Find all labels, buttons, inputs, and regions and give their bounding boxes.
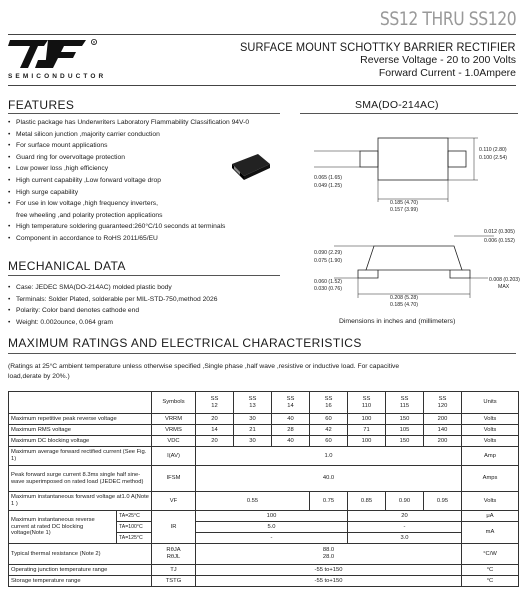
table-row: Peak forward surge current 8.3ms single half sine-wave superimposed on rated load (JEDEC method) IFSM 40.0 Amps: [9, 466, 519, 492]
table-row: Typical thermal resistance (Note 2) RθJA RθJL 88.0 28.0 °C/W: [9, 544, 519, 565]
feature-item: • Component in accordance to RoHS 2011/65/EU: [8, 234, 158, 242]
feature-item: • High surge capability: [8, 188, 79, 196]
dim-label: 0.185 (4.70): [390, 200, 418, 206]
feature-item: • For surface mount applications: [8, 142, 108, 150]
feature-item: • Plastic package has Underwriters Laboratory Flammability Classification 94V-0: [8, 119, 250, 126]
dim-label: 0.110 (2.80): [479, 147, 507, 153]
feature-item: free wheeling ,and polarity protection applications: [16, 211, 163, 219]
document-title: SURFACE MOUNT SCHOTTKY BARRIER RECTIFIER: [240, 40, 516, 54]
feature-item: • Metal silicon junction ,majority carrier conduction: [8, 130, 160, 138]
header-symbols: Symbols: [152, 392, 196, 414]
dim-label: 0.049 (1.25): [314, 183, 342, 189]
mechanical-item: • Polarity: Color band denotes cathode end: [8, 307, 140, 315]
ratings-note: (Ratings at 25°C ambient temperature unless otherwise specified ,Single phase ,half wave ,resistive or inductive load. For capacitive load,derate by 20%.): [8, 363, 400, 380]
header-rule-bottom: [8, 85, 516, 86]
mechanical-item: • Case: JEDEC SMA(DO-214AC) molded plastic body: [8, 284, 172, 291]
header-part: SS 14: [272, 392, 310, 414]
dimension-note: Dimensions in inches and (millimeters): [339, 318, 456, 325]
thermal-values: 88.0 28.0: [196, 544, 462, 565]
header-rule-top: [8, 34, 516, 35]
dim-label: 0.065 (1.65): [314, 175, 342, 181]
ratings-table: [8, 391, 519, 587]
mechanical-item: • Terminals: Solder Plated, solderable per MIL-STD-750,method 2026: [8, 295, 218, 303]
package-title: SMA(DO-214AC): [355, 99, 439, 111]
package-dimension-drawing: [294, 128, 520, 328]
header-part: SS 16: [310, 392, 348, 414]
company-logo: [8, 38, 108, 70]
header-part: SS 12: [196, 392, 234, 414]
package-rule: [300, 113, 518, 114]
dim-label: 0.075 (1.90): [314, 258, 342, 264]
header-part: SS 115: [386, 392, 424, 414]
dim-label: MAX: [498, 284, 510, 290]
dim-label: 0.090 (2.29): [314, 250, 342, 256]
mechanical-item: • Weight: 0.002ounce, 0.064 gram: [8, 318, 113, 326]
table-row: Maximum average forward rectified current (See Fig. 1) I(AV) 1.0 Amp: [9, 447, 519, 466]
header-part: SS 110: [348, 392, 386, 414]
features-heading: FEATURES: [8, 98, 75, 112]
reverse-voltage-spec: Reverse Voltage - 20 to 200 Volts: [360, 54, 516, 66]
table-row: Maximum instantaneous forward voltage at1.0 A(Note 1 ) VF 0.55 0.75 0.85 0.90 0.95 Volts: [9, 492, 519, 511]
dim-label: 0.208 (5.28): [390, 295, 418, 301]
dim-label: 0.060 (1.52): [314, 279, 342, 285]
feature-item: • For use in low voltage ,high frequency inverters,: [8, 200, 158, 208]
table-row: Maximum repetitive peak reverse voltage VRRM 20 30 40 60 100 150 200 Volts: [9, 414, 519, 425]
header-part: SS 120: [424, 392, 462, 414]
dim-label: 0.185 (4.70): [390, 302, 418, 308]
mechanical-rule: [8, 275, 280, 276]
mechanical-list: [8, 282, 308, 328]
dim-label: 0.012 (0.305): [484, 229, 515, 235]
package-photo: [228, 150, 272, 184]
dim-label: 0.157 (3.99): [390, 207, 418, 213]
feature-item: • Low power loss ,high efficiency: [8, 165, 109, 173]
table-row: Maximum RMS voltage VRMS 14 21 28 42 71 105 140 Volts: [9, 425, 519, 436]
logo-subtitle: SEMICONDUCTOR: [8, 73, 107, 80]
ratings-heading: MAXIMUM RATINGS AND ELECTRICAL CHARACTERISTICS: [8, 336, 362, 350]
table-row: TA=125°C - 3.0: [9, 533, 519, 544]
dim-label: 0.008 (0.203): [489, 277, 520, 283]
header-blank: [9, 392, 152, 414]
table-row: Maximum instantaneous reverse current at rated DC blocking voltage(Note 1) TA=25°C IR 100 20 μA: [9, 511, 519, 522]
part-range-title: SS12 THRU SS120: [379, 8, 516, 30]
dim-label: 0.006 (0.152): [484, 238, 515, 244]
table-row: Operating junction temperature range TJ -55 to+150 °C: [9, 565, 519, 576]
mechanical-heading: MECHANICAL DATA: [8, 259, 126, 273]
dim-label: 0.030 (0.76): [314, 286, 342, 292]
feature-item: • Guard ring for overvoltage protection: [8, 153, 125, 161]
thermal-symbols: RθJA RθJL: [152, 544, 196, 565]
table-row: Storage temperature range TSTG -55 to+150 °C: [9, 576, 519, 587]
table-header-row: [9, 392, 519, 414]
dim-label: 0.100 (2.54): [479, 155, 507, 161]
features-rule: [8, 113, 280, 114]
feature-item: • High temperature soldering guaranteed:260°C/10 seconds at terminals: [8, 223, 226, 231]
table-row: TA=100°C 5.0 - mA: [9, 522, 519, 533]
feature-item: • High current capability ,Low forward voltage drop: [8, 176, 161, 184]
forward-current-spec: Forward Current - 1.0Ampere: [378, 67, 516, 79]
header-units: Units: [462, 392, 519, 414]
ratings-rule: [8, 353, 516, 354]
svg-text:R: R: [92, 40, 96, 45]
header-part: SS 13: [234, 392, 272, 414]
table-row: Maximum DC blocking voltage VDC 20 30 40 60 100 150 200 Volts: [9, 436, 519, 447]
